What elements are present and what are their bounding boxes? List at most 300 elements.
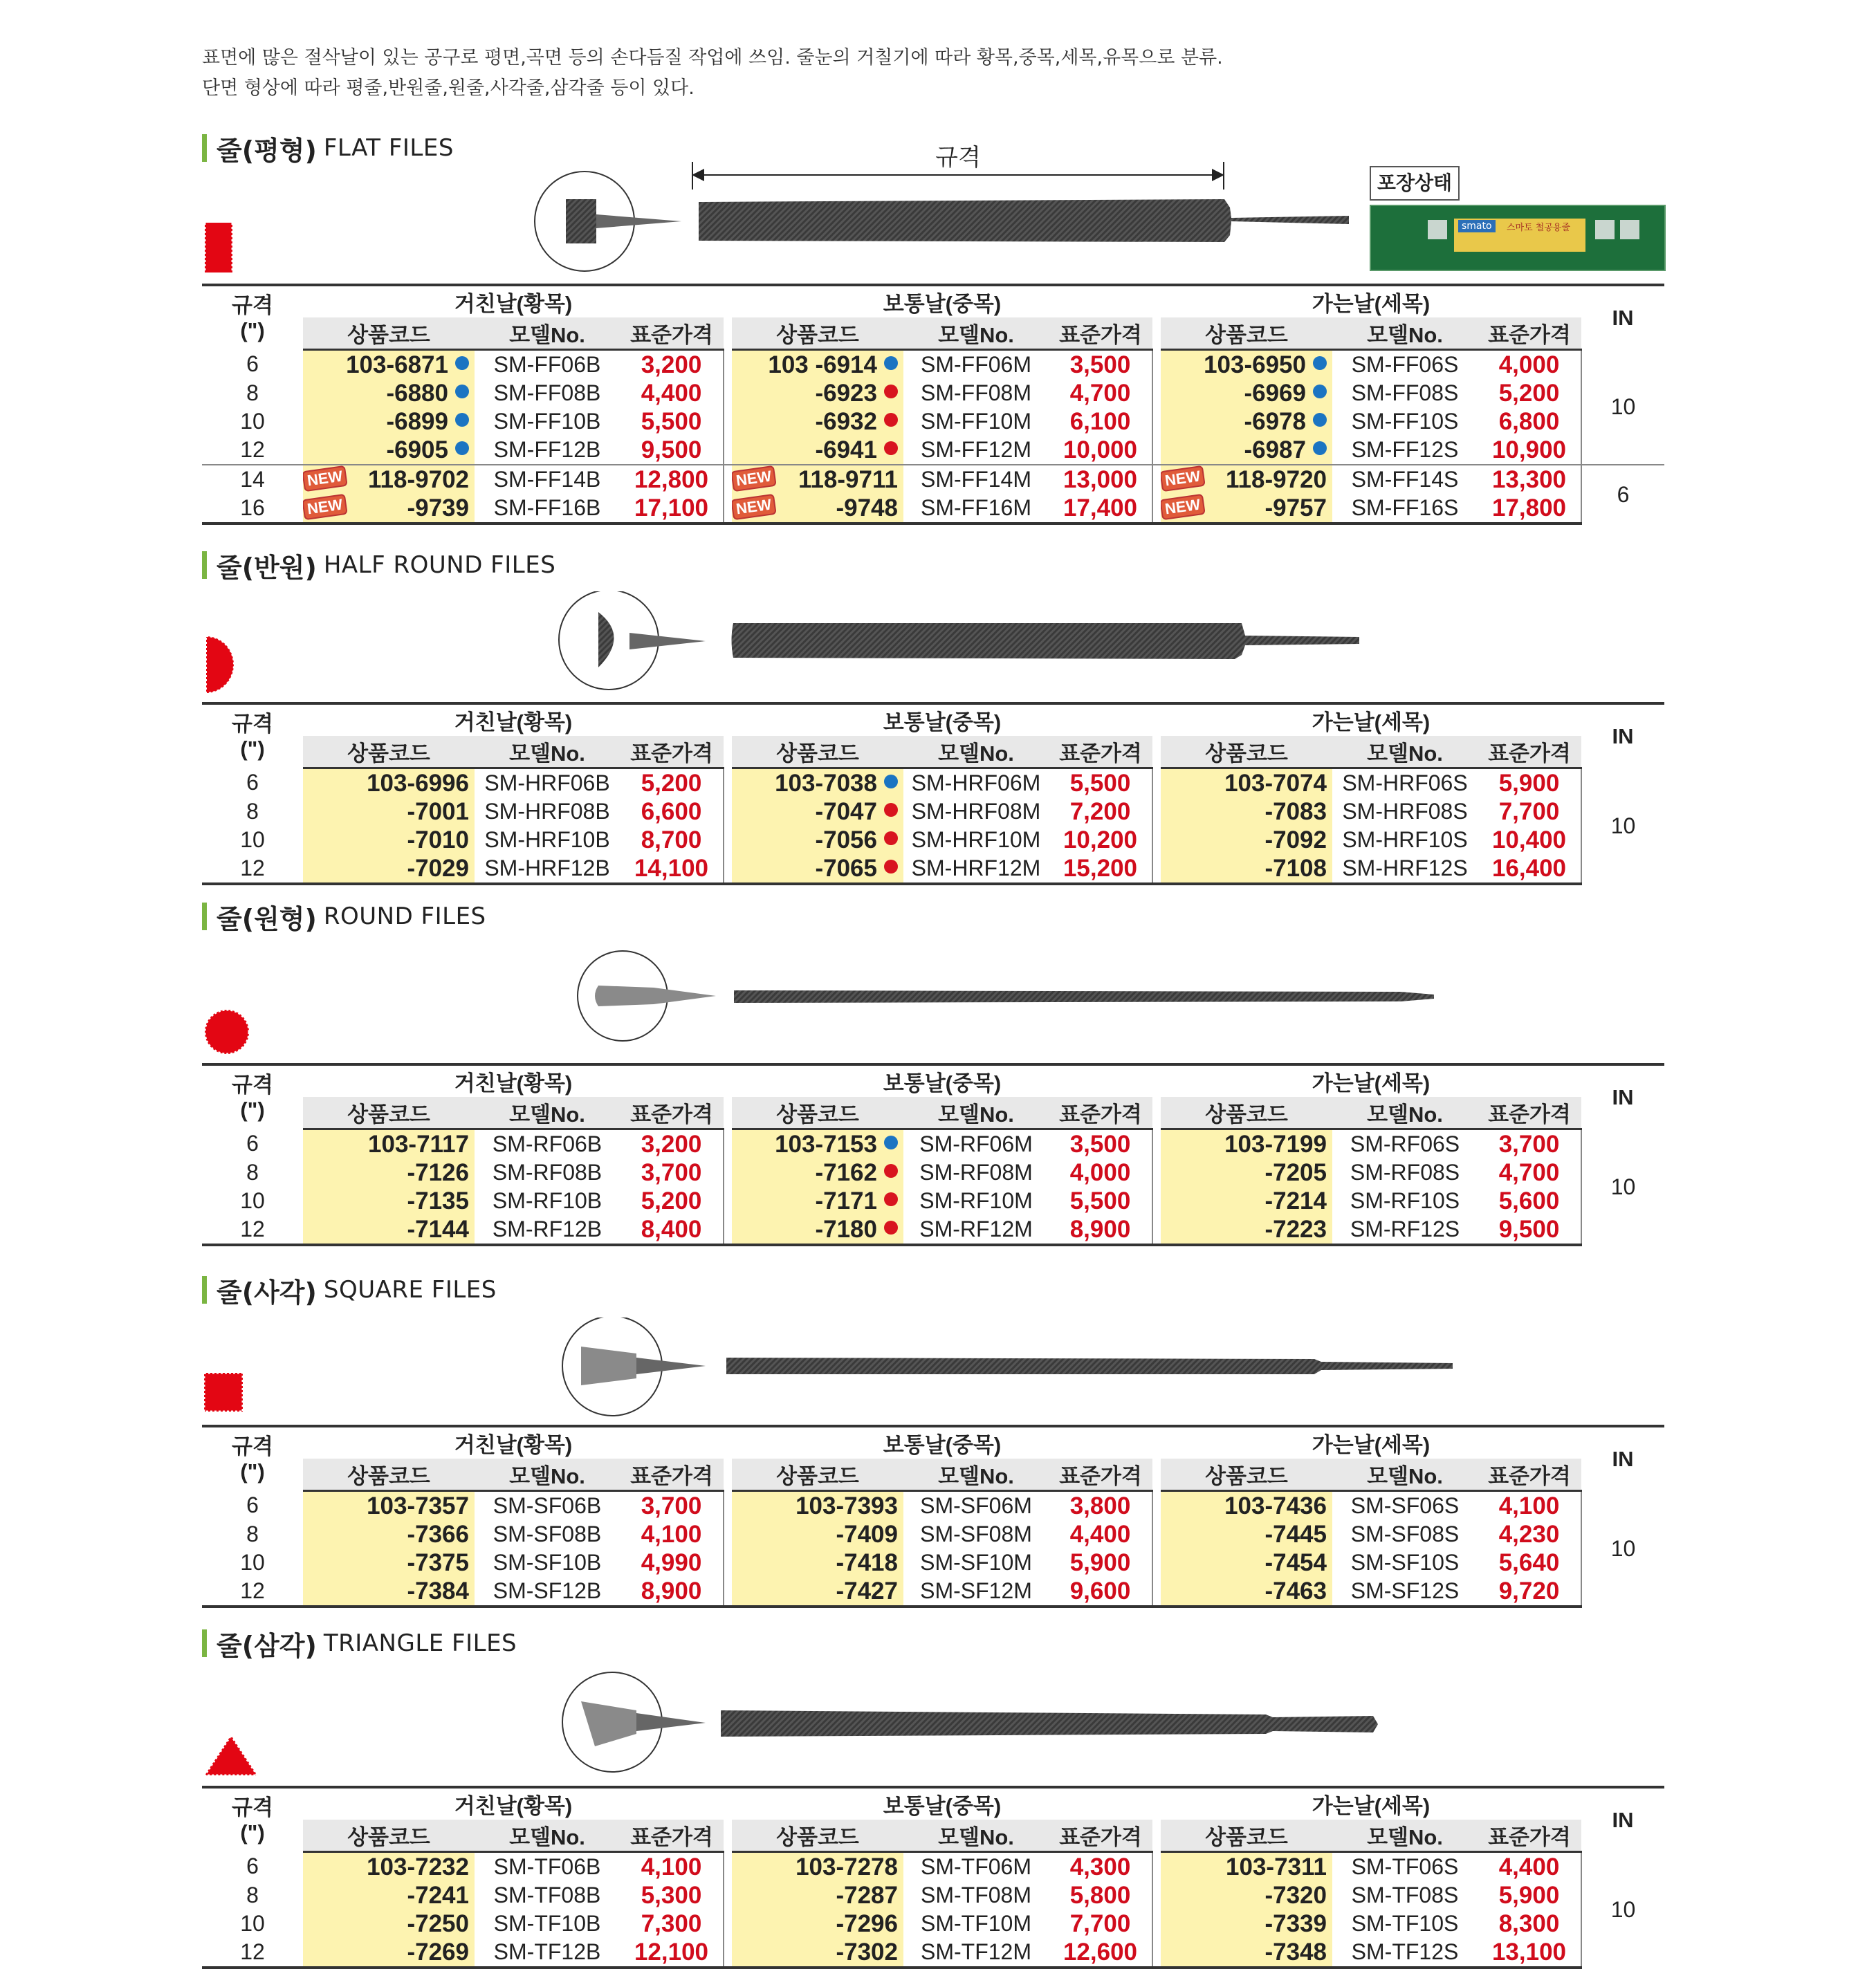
blue-dot-icon <box>455 385 469 398</box>
red-dot-icon <box>884 1164 898 1178</box>
fine-group-header: 가는날(세목) <box>1161 1064 1581 1097</box>
product-code-cell <box>303 379 475 407</box>
product-code-cell <box>303 1549 475 1577</box>
product-code-cell <box>1161 1158 1332 1187</box>
product-code-cell <box>303 1881 475 1910</box>
half-round-file-image <box>557 591 1387 702</box>
flat-file-image <box>533 166 1363 277</box>
product-code-cell <box>732 854 903 884</box>
model-cell: SM-HRF08B <box>484 799 610 824</box>
new-badge: NEW <box>732 465 777 492</box>
product-code-cell <box>732 797 903 826</box>
price-cell: 10,900 <box>1478 436 1581 465</box>
model-cell: SM-FF06B <box>493 352 601 377</box>
spec-cell: 8 <box>246 1522 259 1546</box>
product-code: -7180 <box>815 1215 877 1243</box>
table-row <box>202 494 1664 524</box>
inner-qty-cell: 10 <box>1581 1852 1664 1968</box>
flat-cross-section-icon <box>202 220 235 275</box>
table-row <box>202 854 1664 884</box>
product-code: -6941 <box>815 436 877 463</box>
code-header: 상품코드 <box>303 1097 475 1129</box>
product-code-cell <box>732 1938 903 1968</box>
product-code: 118-9702 <box>368 465 469 493</box>
product-code-cell <box>1161 854 1332 884</box>
price-header: 표준가격 <box>620 736 724 768</box>
header-row <box>202 285 1664 317</box>
medium-group-header: 보통날(중목) <box>732 1426 1152 1459</box>
spec-header-label: 규격 <box>232 293 273 317</box>
model-cell: SM-RF10M <box>919 1188 1033 1213</box>
package-label: 포장상태 <box>1370 166 1460 201</box>
product-code-cell <box>303 854 475 884</box>
product-code: -7348 <box>1265 1938 1327 1966</box>
model-cell: SM-FF16M <box>903 494 1049 524</box>
table-row <box>202 1520 1664 1549</box>
product-code: -6905 <box>386 436 448 463</box>
price-cell: 17,800 <box>1478 494 1581 524</box>
price-cell: 10,200 <box>1049 826 1152 854</box>
header-row <box>202 1064 1664 1097</box>
spec-header-unit: (") <box>240 317 265 342</box>
product-code: -7223 <box>1265 1215 1327 1243</box>
code-header: 상품코드 <box>732 1459 903 1491</box>
product-code-cell <box>732 1129 903 1159</box>
price-cell: 5,300 <box>620 1881 724 1910</box>
model-cell: SM-TF06B <box>493 1854 601 1879</box>
product-code-cell <box>732 1491 903 1521</box>
product-code: -6880 <box>386 379 448 407</box>
model-cell: SM-HRF12S <box>1332 854 1478 884</box>
inner-qty-cell: 10 <box>1581 1129 1664 1246</box>
model-header: 모델No. <box>1332 317 1478 350</box>
product-code: -7287 <box>836 1881 898 1909</box>
price-cell: 5,200 <box>1478 379 1581 407</box>
intro-line: 표면에 많은 절삭날이 있는 공구로 평면,곡면 등의 손다듬질 작업에 쓰임. 줄눈의 거칠기에 따라 황목,중목,세목,유목으로 분류. <box>202 47 1223 68</box>
spec-cell: 6 <box>246 1131 259 1156</box>
subheader-row <box>202 736 1664 768</box>
model-cell: SM-HRF08S <box>1342 799 1468 824</box>
price-cell: 12,100 <box>620 1938 724 1968</box>
code-header: 상품코드 <box>303 736 475 768</box>
accent-bar <box>202 551 207 579</box>
subheader-row <box>202 317 1664 350</box>
model-cell: SM-RF06S <box>1350 1131 1460 1156</box>
red-dot-icon <box>884 803 898 817</box>
product-code: -6969 <box>1244 379 1306 407</box>
intro-line: 단면 형상에 따라 평줄,반원줄,원줄,사각줄,삼각줄 등이 있다. <box>202 77 695 99</box>
product-code: 103-7232 <box>367 1853 469 1880</box>
medium-group-header: 보통날(중목) <box>732 285 1152 317</box>
price-cell: 12,600 <box>1049 1938 1152 1968</box>
model-cell: SM-SF12M <box>903 1577 1049 1607</box>
spec-cell: 10 <box>240 1550 265 1575</box>
blue-dot-icon <box>1313 441 1327 455</box>
table-row <box>202 1910 1664 1938</box>
price-cell: 5,600 <box>1478 1187 1581 1215</box>
price-cell: 16,400 <box>1478 854 1581 884</box>
spec-header <box>202 703 303 768</box>
spec-header <box>202 1787 303 1852</box>
blue-dot-icon <box>884 356 898 370</box>
table-row <box>202 1158 1664 1187</box>
price-header: 표준가격 <box>1478 736 1581 768</box>
model-cell: SM-SF06B <box>493 1493 602 1518</box>
price-cell: 10,400 <box>1478 826 1581 854</box>
price-cell: 3,200 <box>620 350 724 380</box>
section-title-half-round <box>202 550 556 583</box>
price-cell: 8,700 <box>620 826 724 854</box>
price-header: 표준가격 <box>1049 317 1152 350</box>
model-cell: SM-RF06M <box>919 1131 1033 1156</box>
product-code-cell <box>1161 797 1332 826</box>
model-cell: SM-RF08M <box>919 1160 1033 1185</box>
product-code-cell <box>1161 1491 1332 1521</box>
section-title-ko: 줄(원형) <box>217 903 317 934</box>
spec-cell: 6 <box>246 1492 259 1518</box>
model-header: 모델No. <box>903 317 1049 350</box>
price-cell: 5,900 <box>1478 768 1581 798</box>
price-cell: 4,100 <box>620 1520 724 1549</box>
model-header: 모델No. <box>903 1097 1049 1129</box>
spec-cell: 8 <box>246 380 259 405</box>
spec-cell: 14 <box>202 465 303 494</box>
section-title-en: ROUND FILES <box>323 903 486 930</box>
product-code: -7214 <box>1265 1187 1327 1214</box>
product-code: -7339 <box>1265 1910 1327 1937</box>
product-code: -7065 <box>815 854 877 882</box>
product-code: 103-7311 <box>1226 1853 1327 1880</box>
red-dot-icon <box>884 831 898 845</box>
table-row <box>202 1491 1664 1521</box>
price-cell: 13,000 <box>1049 465 1152 494</box>
price-cell: 3,200 <box>620 1129 724 1159</box>
price-cell: 4,990 <box>620 1549 724 1577</box>
model-cell: SM-FF10M <box>921 409 1031 434</box>
table-row <box>202 1129 1664 1159</box>
product-code: 103-7038 <box>775 769 877 797</box>
product-code-cell <box>303 1577 475 1607</box>
price-cell: 7,200 <box>1049 797 1152 826</box>
model-cell: SM-SF08B <box>493 1522 602 1546</box>
product-code-cell <box>303 797 475 826</box>
table-row <box>202 797 1664 826</box>
price-cell: 9,720 <box>1478 1577 1581 1607</box>
price-cell: 5,500 <box>1049 768 1152 798</box>
product-code: -7445 <box>1265 1520 1327 1548</box>
product-code-cell <box>1161 768 1332 798</box>
product-code-cell <box>732 465 903 494</box>
product-code: 103-7278 <box>796 1853 898 1880</box>
package-image <box>1370 205 1666 271</box>
accent-bar <box>202 1276 207 1304</box>
product-code: -7320 <box>1265 1881 1327 1909</box>
model-cell: SM-FF10S <box>1351 409 1459 434</box>
model-header: 모델No. <box>1332 1459 1478 1491</box>
price-cell: 7,700 <box>1049 1910 1152 1938</box>
model-cell: SM-SF12S <box>1332 1577 1478 1607</box>
model-header: 모델No. <box>475 1459 620 1491</box>
price-cell: 13,100 <box>1478 1938 1581 1968</box>
model-header: 모델No. <box>475 317 620 350</box>
price-cell: 4,400 <box>1049 1520 1152 1549</box>
price-cell: 3,700 <box>620 1158 724 1187</box>
price-cell: 5,500 <box>1049 1187 1152 1215</box>
product-code: -7409 <box>836 1520 898 1548</box>
model-cell: SM-SF10M <box>920 1550 1032 1575</box>
code-header: 상품코드 <box>1161 317 1332 350</box>
fine-group-header: 가는날(세목) <box>1161 1787 1581 1820</box>
model-cell: SM-HRF06M <box>911 770 1041 795</box>
product-code: -9757 <box>1265 494 1327 521</box>
product-code: -7171 <box>815 1187 877 1214</box>
product-code-cell <box>303 436 475 465</box>
product-code-cell <box>732 494 903 524</box>
blue-dot-icon <box>884 1136 898 1149</box>
spec-cell: 10 <box>240 1911 265 1936</box>
table-row <box>202 379 1664 407</box>
product-code: -7126 <box>407 1158 469 1186</box>
table-row <box>202 436 1664 465</box>
spec-cell: 8 <box>246 1160 259 1185</box>
section-title-en: FLAT FILES <box>323 134 454 162</box>
code-header: 상품코드 <box>303 1820 475 1852</box>
product-code-cell <box>303 1520 475 1549</box>
coarse-group-header: 거친날(황목) <box>303 285 724 317</box>
product-code: 103 -6914 <box>768 351 877 378</box>
price-cell: 15,200 <box>1049 854 1152 884</box>
spec-cell: 12 <box>240 437 265 462</box>
in-header: IN <box>1581 1787 1664 1852</box>
model-cell: SM-FF12B <box>493 437 601 462</box>
spec-header <box>202 1426 303 1491</box>
product-code: 118-9720 <box>1226 465 1327 493</box>
product-code: -7108 <box>1265 854 1327 882</box>
model-cell: SM-FF10B <box>493 409 601 434</box>
product-code-cell <box>732 436 903 465</box>
price-cell: 7,300 <box>620 1910 724 1938</box>
blue-dot-icon <box>1313 356 1327 370</box>
price-header: 표준가격 <box>620 1097 724 1129</box>
fine-group-header: 가는날(세목) <box>1161 703 1581 736</box>
price-cell: 3,700 <box>1478 1129 1581 1159</box>
inner-qty-cell: 6 <box>1581 465 1664 524</box>
price-cell: 4,100 <box>1478 1491 1581 1521</box>
spec-header-unit: (") <box>240 1459 265 1484</box>
product-code: 118-9711 <box>798 465 898 493</box>
model-cell: SM-SF10S <box>1350 1550 1460 1575</box>
price-cell: 4,230 <box>1478 1520 1581 1549</box>
blue-dot-icon <box>1313 385 1327 398</box>
section-title-ko: 줄(평형) <box>217 135 317 166</box>
product-code: -7092 <box>1265 826 1327 853</box>
product-code-cell <box>732 1549 903 1577</box>
blue-dot-icon <box>455 441 469 455</box>
model-cell: SM-TF08B <box>493 1883 601 1907</box>
model-cell: SM-FF12S <box>1351 437 1459 462</box>
price-header: 표준가격 <box>1478 1459 1581 1491</box>
section-title-ko: 줄(반원) <box>217 552 317 583</box>
model-cell: SM-RF12M <box>903 1215 1049 1245</box>
model-cell: SM-FF14S <box>1332 465 1478 494</box>
product-code-cell <box>732 1187 903 1215</box>
red-dot-icon <box>884 413 898 427</box>
red-dot-icon <box>884 1221 898 1235</box>
product-code-cell <box>303 1187 475 1215</box>
section-title-ko: 줄(삼각) <box>217 1630 317 1661</box>
model-header: 모델No. <box>1332 1097 1478 1129</box>
accent-bar <box>202 1629 207 1657</box>
model-cell: SM-TF10B <box>493 1911 601 1936</box>
price-table-round <box>202 1063 1664 1246</box>
product-code: -6899 <box>386 407 448 435</box>
model-cell: SM-HRF12M <box>903 854 1049 884</box>
inner-qty-cell: 10 <box>1581 350 1664 465</box>
price-cell: 3,800 <box>1049 1491 1152 1521</box>
price-cell: 4,700 <box>1049 379 1152 407</box>
model-cell: SM-TF08M <box>921 1883 1031 1907</box>
model-cell: SM-TF06M <box>921 1854 1031 1879</box>
subheader-row <box>202 1820 1664 1852</box>
model-cell: SM-HRF10S <box>1342 827 1468 852</box>
product-code: -7135 <box>407 1187 469 1214</box>
product-code-cell <box>1161 1187 1332 1215</box>
product-code-cell <box>732 1520 903 1549</box>
price-header: 표준가격 <box>1049 1097 1152 1129</box>
product-code: 103-7074 <box>1224 769 1327 797</box>
spec-cell: 10 <box>240 827 265 852</box>
product-code: -7296 <box>836 1910 898 1937</box>
model-cell: SM-TF08S <box>1351 1883 1459 1907</box>
product-code: -9739 <box>407 494 469 521</box>
spec-header-label: 규격 <box>232 1795 273 1820</box>
product-code: -9748 <box>836 494 898 521</box>
product-code-cell <box>732 768 903 798</box>
price-cell: 8,900 <box>1049 1215 1152 1245</box>
price-header: 표준가격 <box>620 1459 724 1491</box>
price-table-triangle <box>202 1786 1664 1969</box>
product-code: -7375 <box>407 1549 469 1576</box>
blue-dot-icon <box>1313 413 1327 427</box>
red-dot-icon <box>884 385 898 398</box>
product-code-cell <box>303 1852 475 1882</box>
product-code-cell <box>732 379 903 407</box>
product-code-cell <box>303 1938 475 1968</box>
price-cell: 3,500 <box>1049 1129 1152 1159</box>
new-badge: NEW <box>1161 494 1206 520</box>
section-title-en: SQUARE FILES <box>323 1276 497 1304</box>
product-code-cell <box>1161 1215 1332 1245</box>
table-row <box>202 1938 1664 1968</box>
price-cell: 9,500 <box>1478 1215 1581 1245</box>
product-code-cell <box>1161 379 1332 407</box>
round-file-image <box>571 948 1442 1051</box>
price-cell: 4,100 <box>620 1852 724 1882</box>
product-code-cell <box>303 407 475 436</box>
blue-dot-icon <box>455 356 469 370</box>
code-header: 상품코드 <box>1161 1820 1332 1852</box>
product-code-cell <box>303 1910 475 1938</box>
coarse-group-header: 거친날(황목) <box>303 1064 724 1097</box>
in-header: IN <box>1581 1064 1664 1129</box>
product-code: -6987 <box>1244 436 1306 463</box>
product-code-cell <box>303 768 475 798</box>
subheader-row <box>202 1459 1664 1491</box>
price-cell: 7,700 <box>1478 797 1581 826</box>
table-row <box>202 407 1664 436</box>
product-code-cell <box>1161 1910 1332 1938</box>
accent-bar <box>202 134 207 162</box>
model-cell: SM-FF08B <box>493 380 601 405</box>
spec-header-label: 규격 <box>232 1072 273 1097</box>
product-code-cell <box>303 1491 475 1521</box>
header-row <box>202 1426 1664 1459</box>
spec-cell: 10 <box>240 409 265 434</box>
product-code: -7144 <box>407 1215 469 1243</box>
table-row <box>202 1549 1664 1577</box>
price-cell: 6,800 <box>1478 407 1581 436</box>
price-cell: 9,500 <box>620 436 724 465</box>
price-cell: 6,600 <box>620 797 724 826</box>
medium-group-header: 보통날(중목) <box>732 703 1152 736</box>
product-code: 103-7436 <box>1224 1492 1327 1519</box>
spec-header-unit: (") <box>240 1097 265 1122</box>
product-code-cell <box>732 1852 903 1882</box>
product-code: 103-7393 <box>796 1492 898 1519</box>
product-code: -7001 <box>407 797 469 825</box>
product-code: 103-7357 <box>367 1492 469 1519</box>
product-code-cell <box>732 1881 903 1910</box>
product-code-cell <box>732 350 903 380</box>
price-cell: 4,400 <box>620 379 724 407</box>
new-badge: NEW <box>1161 465 1206 492</box>
table-row <box>202 350 1664 380</box>
product-code: -7162 <box>815 1158 877 1186</box>
red-dot-icon <box>884 441 898 455</box>
product-code: 103-6950 <box>1204 351 1306 378</box>
product-code: -7366 <box>407 1520 469 1548</box>
model-header: 모델No. <box>903 1459 1049 1491</box>
product-code-cell <box>303 494 475 524</box>
header-row <box>202 1787 1664 1820</box>
product-code: -7454 <box>1265 1549 1327 1576</box>
in-header: IN <box>1581 285 1664 350</box>
spec-header-unit: (") <box>240 736 265 761</box>
spec-cell: 12 <box>202 1577 303 1607</box>
model-cell: SM-RF08B <box>492 1160 603 1185</box>
model-cell: SM-TF10S <box>1351 1911 1459 1936</box>
triangle-file-image <box>560 1670 1390 1781</box>
price-cell: 5,200 <box>620 1187 724 1215</box>
code-header: 상품코드 <box>732 1097 903 1129</box>
section-title-round <box>202 901 486 932</box>
half-round-cross-section-icon <box>202 634 243 696</box>
subheader-row <box>202 1097 1664 1129</box>
model-header: 모델No. <box>475 1820 620 1852</box>
price-cell: 17,100 <box>620 494 724 524</box>
medium-group-header: 보통날(중목) <box>732 1064 1152 1097</box>
price-cell: 4,400 <box>1478 1852 1581 1882</box>
code-header: 상품코드 <box>732 317 903 350</box>
price-cell: 17,400 <box>1049 494 1152 524</box>
product-code-cell <box>732 407 903 436</box>
model-cell: SM-FF16B <box>475 494 620 524</box>
product-code: -7463 <box>1265 1577 1327 1605</box>
code-header: 상품코드 <box>732 736 903 768</box>
price-cell: 4,300 <box>1049 1852 1152 1882</box>
table-row <box>202 1881 1664 1910</box>
spec-cell: 6 <box>246 770 259 795</box>
